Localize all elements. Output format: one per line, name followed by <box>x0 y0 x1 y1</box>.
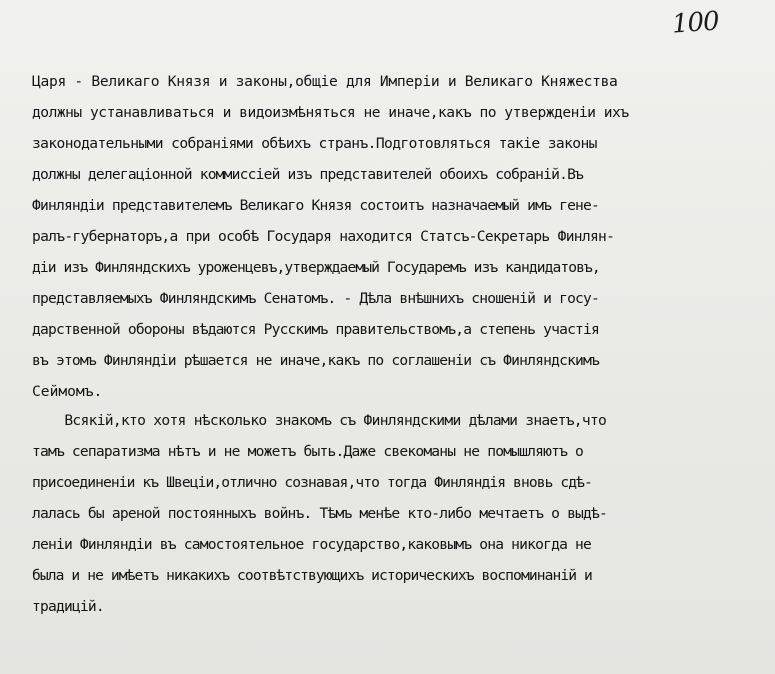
text-line: Царя - Великаго Князя и законы,общіе для Имперіи и Великаго Княжества <box>32 73 618 90</box>
text-line: представляемыхъ Финляндскимъ Сенатомъ. - Дѣла внѣшнихъ сношеній и госу- <box>32 290 600 307</box>
text-line: должны делегаціонной коммиссіей изъ представителей обоихъ собраній.Въ <box>32 166 584 183</box>
text-line: Финляндіи представителемъ Великаго Князя состоитъ назначаемый имъ гене- <box>32 197 600 214</box>
text-line: была и не имѣетъ никакихъ соотвѣтствующихъ историческихъ воспоминаній и <box>32 567 592 584</box>
text-line: должны устанавливаться и видоизмѣняться не иначе,какъ по утвержденіи ихъ <box>32 104 629 121</box>
handwritten-page-number: 100 <box>671 6 720 40</box>
text-line: въ этомъ Финляндіи рѣшается не иначе,какъ по соглашеніи съ Финляндскимъ <box>32 352 600 369</box>
text-line: лалась бы ареной постоянныхъ войнъ. Тѣмъ менѣе кто-либо мечтаетъ о выдѣ- <box>32 505 608 522</box>
text-line: дарственной обороны вѣдаются Русскимъ правительствомъ,а степень участія <box>32 321 600 338</box>
text-line: присоединеніи къ Швеціи,отлично сознавая,что тогда Финляндія вновь сдѣ- <box>32 474 592 491</box>
text-line: леніи Финляндіи въ самостоятельное государство,каковымъ она никогда не <box>32 536 592 553</box>
text-line: діи изъ Финляндскихъ уроженцевъ,утверждаемый Государемъ изъ кандидатовъ, <box>32 259 600 276</box>
text-line: Всякій,кто хотя нѣсколько знакомъ съ Финляндскими дѣлами знаетъ,что <box>32 412 607 429</box>
text-line: ралъ-губернаторъ,а при особѣ Государя находится Статсъ-Секретарь Финлян- <box>32 228 615 245</box>
paragraph-2 <box>32 405 763 622</box>
paragraph-1 <box>32 66 763 407</box>
text-line: законодательными собраніями обѣихъ странъ.Подготовляться такіе законы <box>32 135 597 152</box>
text-line: Сеймомъ. <box>32 383 103 400</box>
text-line: тамъ сепаратизма нѣтъ и не можетъ быть.Даже свекоманы не помышляютъ о <box>32 443 584 460</box>
text-line: традицій. <box>32 598 104 615</box>
